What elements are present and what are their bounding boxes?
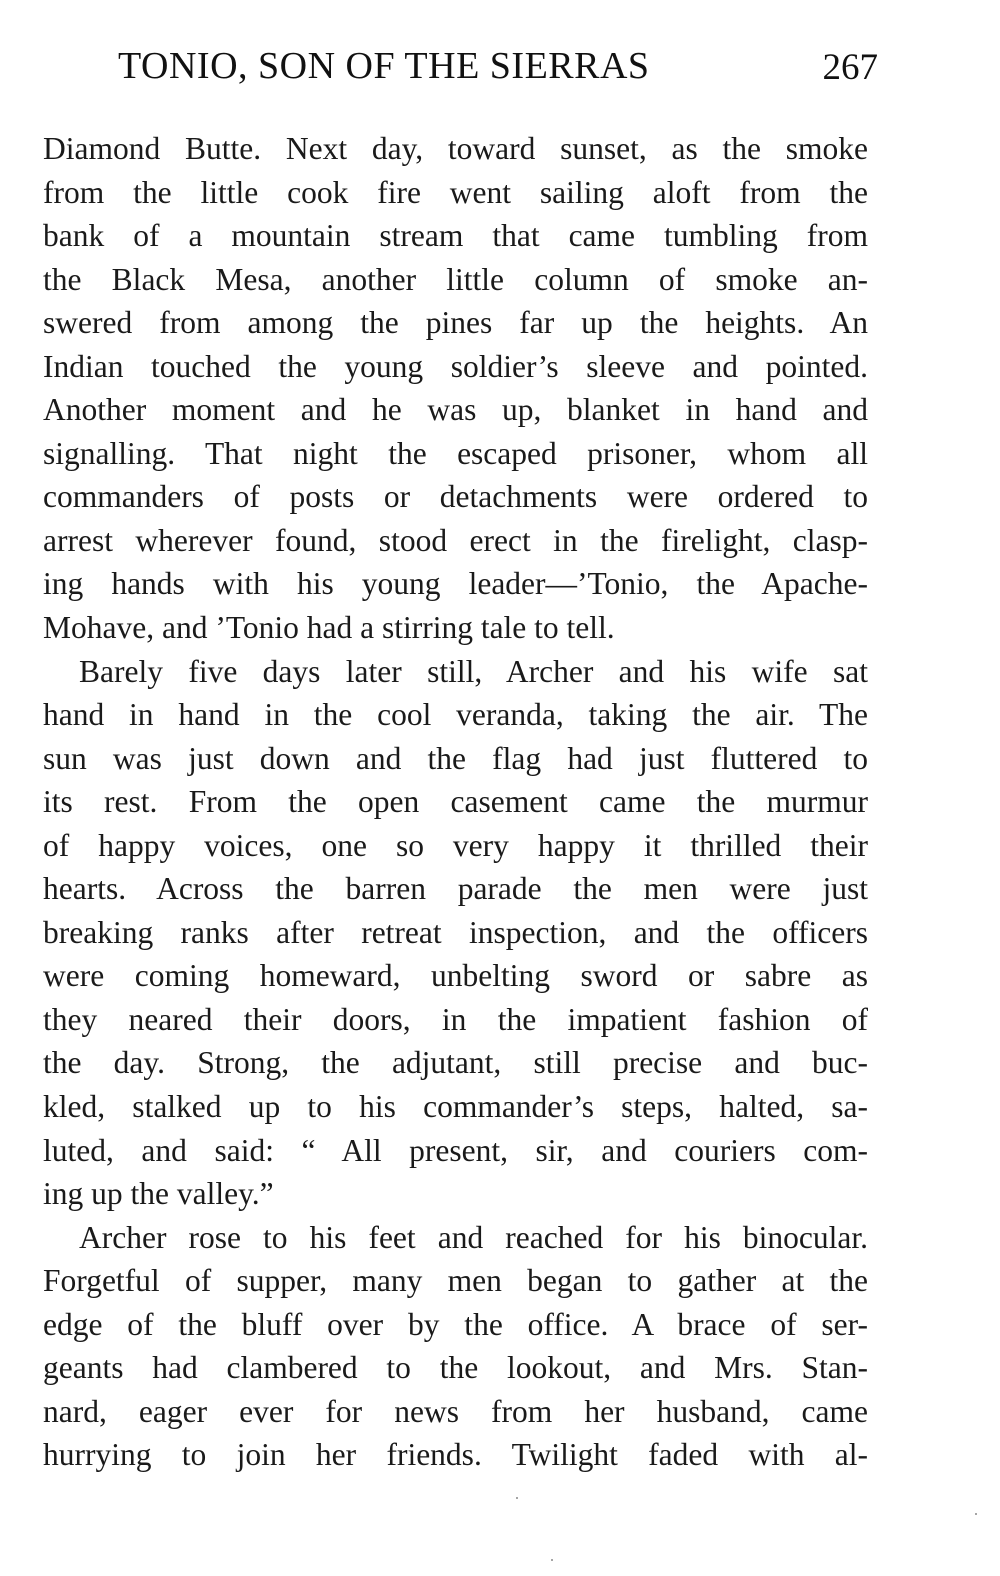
text-line: from the little cook fire went sailing aloft from the (43, 174, 868, 210)
text-line: swered from among the pines far up the heights. An (43, 305, 868, 341)
paper-speck (516, 1497, 518, 1499)
text-line: the Black Mesa, another little column of smoke an- (43, 261, 868, 297)
text-line: bank of a mountain stream that came tumbling from (43, 218, 868, 254)
text-line: ing hands with his young leader—’Tonio, the Apache- (43, 566, 868, 602)
text-line: Forgetful of supper, many men began to gather at the (43, 1263, 868, 1299)
text-line: Another moment and he was up, blanket in hand and (43, 392, 868, 428)
text-line: of happy voices, one so very happy it thrilled their (43, 827, 868, 863)
paper-speck (975, 1513, 977, 1515)
text-line: commanders of posts or detachments were ordered to (43, 479, 868, 515)
text-line: signalling. That night the escaped prisoner, whom all (43, 435, 868, 471)
text-line: Diamond Butte. Next day, toward sunset, as the smoke (43, 131, 868, 166)
text-line: luted, and said: “ All present, sir, and couriers com- (43, 1132, 868, 1168)
text-line: arrest wherever found, stood erect in the firelight, clasp- (43, 522, 868, 558)
text-line: Barely five days later still, Archer and his wife sat (79, 653, 868, 689)
text-line: sun was just down and the flag had just fluttered to (43, 740, 868, 776)
text-line: Indian touched the young soldier’s sleeve and pointed. (43, 348, 868, 384)
text-line: Mohave, and ’Tonio had a stirring tale to tell. (43, 610, 615, 646)
body-text (43, 127, 868, 1477)
text-line: were coming homeward, unbelting sword or sabre as (43, 958, 868, 994)
text-line: Archer rose to his feet and reached for his binocular. (79, 1219, 868, 1255)
text-line: edge of the bluff over by the office. A brace of ser- (43, 1306, 868, 1342)
text-line: nard, eager ever for news from her husband, came (43, 1393, 868, 1429)
text-line: ing up the valley.” (43, 1176, 274, 1212)
text-line: hearts. Across the barren parade the men were just (43, 871, 868, 907)
text-line: kled, stalked up to his commander’s steps, halted, sa- (43, 1089, 868, 1125)
text-line: they neared their doors, in the impatient fashion of (43, 1001, 868, 1037)
text-line: hand in hand in the cool veranda, taking the air. The (43, 697, 868, 733)
running-title: TONIO, SON OF THE SIERRAS (118, 45, 650, 87)
paper-speck (551, 1559, 553, 1561)
running-head (118, 44, 878, 100)
text-line: breaking ranks after retreat inspection, and the officers (43, 914, 868, 950)
page-number: 267 (822, 47, 878, 88)
text-line: hurrying to join her friends. Twilight faded with al- (43, 1437, 868, 1473)
text-line: geants had clambered to the lookout, and Mrs. Stan- (43, 1350, 868, 1386)
text-line: its rest. From the open casement came the murmur (43, 784, 868, 820)
text-line: the day. Strong, the adjutant, still precise and buc- (43, 1045, 868, 1081)
